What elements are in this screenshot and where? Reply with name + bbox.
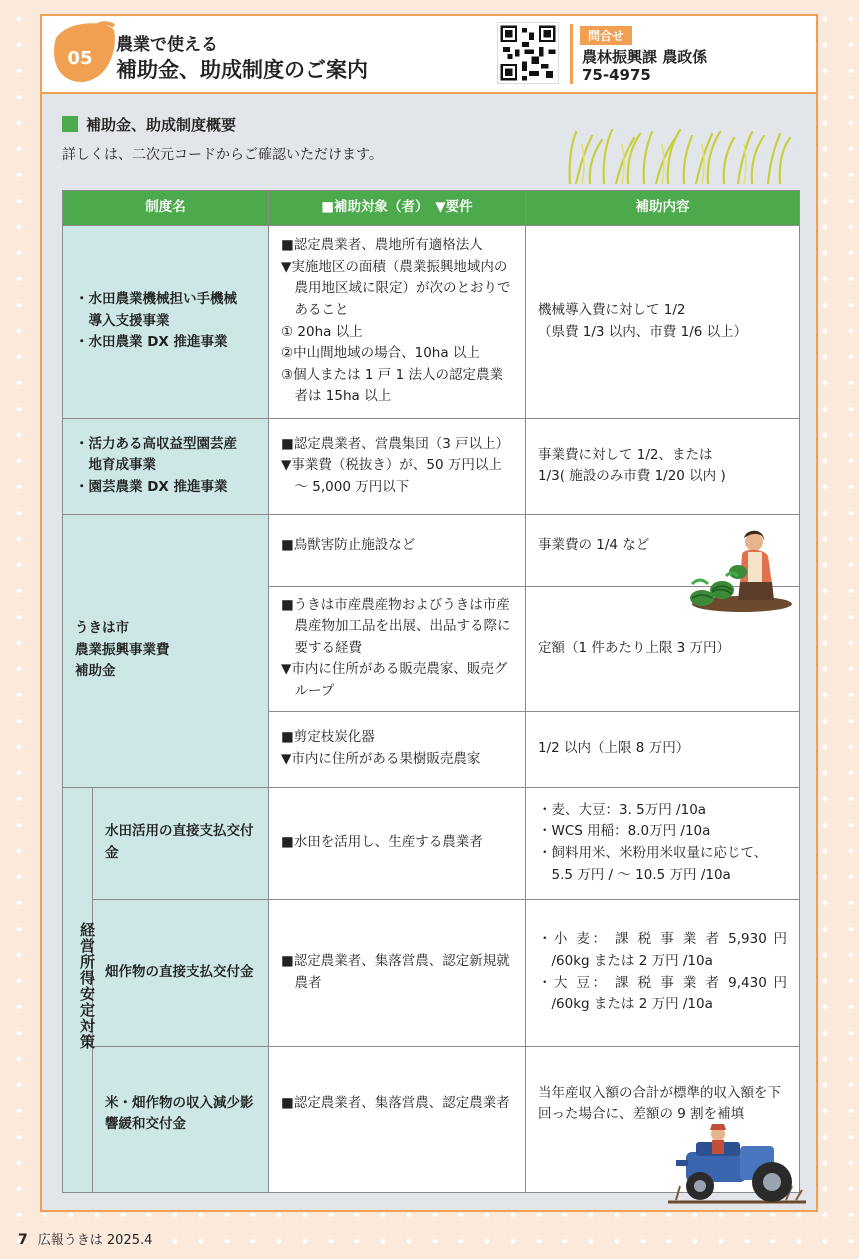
publication-name: 広報うきは 2025.4 [37,1233,153,1248]
program-requirements: ■鳥獣害防止施設など [269,514,526,586]
program-content: 定額（1 件あたり上限 3 万円） [526,586,800,711]
section-intro: 詳しくは、二次元コードからご確認いただけます。 [62,147,383,163]
green-square-icon [62,116,78,132]
program-requirements: ■剪定枝炭化器 ▼市内に住所がある果樹販売農家 [269,711,526,787]
program-requirements: ■認定農業者、営農集団（3 戸以上） ▼事業費（税抜き）が、50 万円以上～ 5,000 万円以下 [269,418,526,514]
footer [18,1229,152,1248]
program-content: 事業費の 1/4 など [526,514,800,586]
contact-label: 問合せ [580,26,632,45]
section-heading: 補助金、助成制度概要 [62,114,236,135]
table-row [63,899,800,1046]
program-content: 1/2 以内（上限 8 万円） [526,711,800,787]
program-content: ・小 麦： 課 税 事 業 者 5,930 円 /60kg または 2 万円 /10a ・大 豆： 課 税 事 業 者 9,430 円 /60kg または 2 万円 /10a [526,899,800,1046]
program-name-uki: うきは市 農業振興事業費 補助金 [63,514,269,787]
program-name: 米・畑作物の収入減少影響緩和交付金 [93,1046,269,1192]
table-header-row [63,191,800,226]
program-requirements: ■認定農業者、集落営農、認定新規就農者 [269,899,526,1046]
farmer-watermelon-illustration-icon [682,524,792,614]
program-content: 当年産収入額の合計が標準的収入額を下回った場合に、差額の 9 割を補填 [526,1046,800,1192]
table-row [63,225,800,418]
table-row [63,418,800,514]
subsidy-table [62,190,800,1193]
program-requirements: ■水田を活用し、生産する農業者 [269,787,526,899]
program-name: 水田活用の直接支払交付金 [93,787,269,899]
header-cell-target: ■補助対象（者） ▼要件 [269,191,526,226]
tractor-illustration-icon [666,1116,808,1208]
program-requirements: ■認定農業者、集落営農、認定農業者 [269,1046,526,1192]
page-frame [40,14,818,1212]
section-number: 05 [67,48,93,69]
contact-dept: 農林振興課 農政係 [582,48,708,66]
program-content: ・麦、大豆：3. 5万円 /10a ・WCS 用稲：8.0万円 /10a ・飼料用米、米粉用米収量に応じて、5.5 万円 / ～ 10.5 万円 /10a [526,787,800,899]
header-cell-content: 補助内容 [526,191,800,226]
page-number: 7 [18,1232,28,1248]
program-requirements: ■うきは市産農産物およびうきは市産農産物加工品を出展、出品する際に要する経費 ▼市内に住所がある販売農家、販売グループ [269,586,526,711]
contact-divider [570,24,573,84]
header-title: 補助金、助成制度のご案内 [116,58,368,82]
program-content: 機械導入費に対して 1/2 （県費 1/3 以内、市費 1/6 以上） [526,225,800,418]
program-requirements: ■認定農業者、農地所有適格法人 ▼実施地区の面積（農業振興地域内の農用地区域に限定）が次のとおりであること ① 20ha 以上 ②中山間地域の場合、10ha 以上 ③個人または 1 戸 1 法人の認定農業者は 15ha 以上 [269,225,526,418]
table-row [63,787,800,899]
header-cell-name: 制度名 [63,191,269,226]
content-area [42,94,816,1210]
program-name: 畑作物の直接支払交付金 [93,899,269,1046]
program-content: 事業費に対して 1/2、または 1/3( 施設のみ市費 1/20 以内 ) [526,418,800,514]
grass-illustration-icon [562,124,792,184]
qr-code-icon[interactable] [497,22,559,84]
program-name: ・活力ある高収益型園芸産 地育成事業 ・園芸農業 DX 推進事業 [63,418,269,514]
header [42,16,816,94]
keiei-side-label: 経営所得安定対策 [63,787,93,1192]
contact-tel: 75-4975 [582,66,651,84]
header-subtitle: 農業で使える [116,35,218,55]
program-name: ・水田農業機械担い手機械 導入支援事業 ・水田農業 DX 推進事業 [63,225,269,418]
